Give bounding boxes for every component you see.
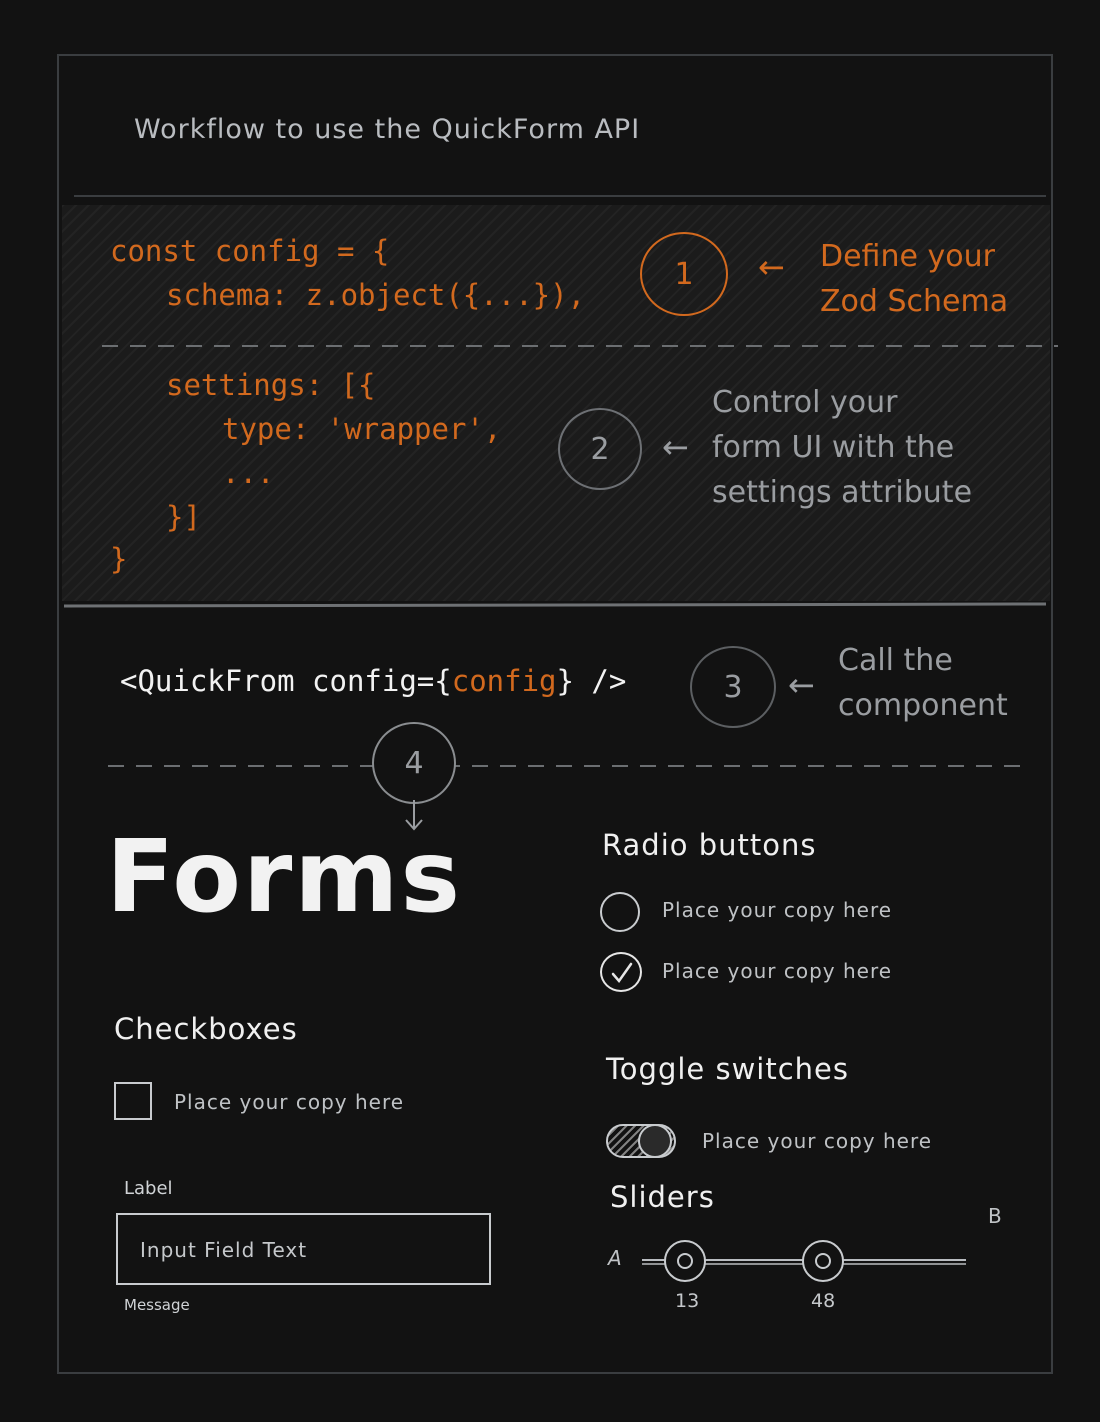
slider-value-1: 13 [675,1290,700,1312]
input-message: Message [124,1296,190,1314]
code-line-schema: schema: z.object({...}), [166,278,586,312]
step-1-note [820,234,1008,324]
step-1-note-line: Zod Schema [820,284,1009,319]
toggle-switch[interactable] [606,1124,676,1158]
component-call-suffix: } /> [556,664,627,698]
step-1-circle [640,232,728,316]
radio-button-selected[interactable] [600,952,642,992]
toggle-heading: Toggle switches [606,1052,849,1086]
step-2-circle [558,408,642,490]
check-icon [610,962,634,984]
step-2-note [712,380,972,515]
dashed-divider-1 [100,336,1060,356]
step-2-arrow-icon: ← [662,428,689,466]
step-1-note-line: Define your [820,239,995,274]
component-call-prefix: <QuickFrom config={ [120,664,452,698]
code-line-ellipsis: ... [222,456,275,490]
forms-heading: Forms [106,818,462,935]
code-line-type: type: 'wrapper', [222,412,502,446]
step-3-note [838,638,1008,728]
code-line-config: const config = { [110,234,390,268]
component-call [120,664,626,698]
step-4-circle [372,722,456,804]
dashed-divider-2 [106,756,1036,776]
step-1-number: 1 [674,256,694,292]
step-4-number: 4 [404,745,424,781]
checkbox[interactable] [114,1082,152,1120]
input-placeholder: Input Field Text [140,1238,308,1262]
step-3-note-line: component [838,688,1008,723]
code-line-settings: settings: [{ [166,368,376,402]
code-block-divider [60,596,1050,616]
code-line-config-close: } [110,542,128,576]
sliders-heading: Sliders [610,1180,715,1214]
step-2-note-line: settings attribute [712,475,973,510]
step-2-number: 2 [590,431,610,467]
slider-handle-1[interactable] [664,1240,706,1282]
step-3-number: 3 [723,669,743,705]
slider-handle-dot [677,1253,693,1269]
component-call-arg: config [451,664,557,698]
step-3-arrow-icon: ← [788,666,815,704]
radio-label: Place your copy here [662,959,893,983]
step-1-arrow-icon: ← [758,248,785,286]
radio-button-unselected[interactable] [600,892,640,932]
step-2-note-line: Control your [712,385,898,420]
toggle-label: Place your copy here [702,1129,933,1153]
slider-handle-dot [815,1253,831,1269]
slider-handle-2[interactable] [802,1240,844,1282]
slider-value-2: 48 [811,1290,836,1312]
input-field[interactable] [116,1213,491,1285]
input-label: Label [124,1178,173,1199]
code-line-settings-close: }] [166,500,201,534]
step-3-note-line: Call the [838,643,953,678]
slider-label-a: A [608,1246,622,1270]
radio-heading: Radio buttons [602,828,817,862]
checkboxes-heading: Checkboxes [114,1012,298,1046]
checkbox-label: Place your copy here [174,1090,405,1114]
step-3-circle [690,646,776,728]
radio-label: Place your copy here [662,898,893,922]
slider-label-b: B [988,1204,1002,1228]
step-2-note-line: form UI with the [712,430,955,465]
diagram-title: Workflow to use the QuickForm API [134,114,641,145]
toggle-knob [638,1124,672,1158]
